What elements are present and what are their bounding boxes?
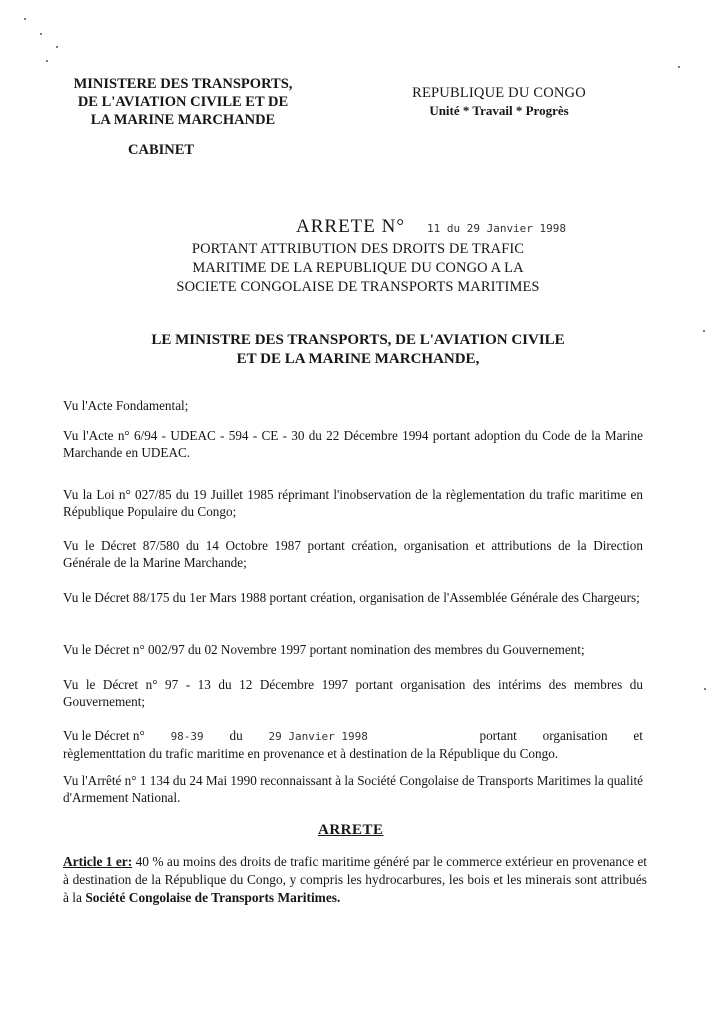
decree-portant: portant: [479, 728, 517, 743]
consideration-paragraph: Vu l'Acte n° 6/94 - UDEAC - 594 - CE - 30 du 22 Décembre 1994 portant adoption du Code de la Marine Marchande en UDEAC.: [63, 428, 643, 460]
section-heading: ARRETE: [318, 822, 384, 838]
arrete-title-line: [296, 216, 566, 238]
scan-speck: [56, 46, 58, 48]
decree-first-line: [63, 727, 643, 745]
ministry-line: DE L'AVIATION CIVILE ET DE: [77, 94, 289, 110]
consideration-paragraph: Vu le Décret n° 002/97 du 02 Novembre 1997 portant nomination des membres du Gouvernement;: [63, 642, 585, 657]
decree-continuation: règlementtation du trafic maritime en provenance et à destination de la République du Congo.: [63, 746, 559, 761]
scan-speck: [704, 688, 706, 690]
consideration-paragraph: Vu l'Acte Fondamental;: [63, 398, 189, 413]
subject-line: PORTANT ATTRIBUTION DES DROITS DE TRAFIC: [191, 241, 525, 257]
decree-organisation: organisation: [542, 728, 608, 743]
republic-name: REPUBLIQUE DU CONGO: [412, 85, 586, 101]
scan-speck: [703, 330, 705, 332]
consideration-paragraph: Vu la Loi n° 027/85 du 19 Juillet 1985 réprimant l'inobservation de la règlementation du trafic maritime en République Populaire du Congo;: [63, 487, 643, 519]
ministry-header: [58, 75, 308, 129]
decree-98-39-paragraph: [63, 727, 643, 762]
article-label: Article 1 er:: [63, 854, 133, 869]
scan-speck: [40, 33, 42, 35]
decree-typed-date: 29 Janvier 1998: [268, 730, 368, 743]
arrete-1134-paragraph: Vu l'Arrêté n° 1 134 du 24 Mai 1990 reconnaissant à la Société Congolaise de Transports Maritimes la qualité d'Armement National.: [63, 773, 643, 805]
article-company: Société Congolaise de Transports Maritimes.: [85, 890, 341, 905]
national-motto: Unité * Travail * Progrès: [429, 103, 569, 118]
subject-line: SOCIETE CONGOLAISE DE TRANSPORTS MARITIMES: [176, 279, 540, 295]
decree-du: du: [229, 728, 243, 743]
article-1: [63, 853, 647, 907]
consideration-paragraph: Vu le Décret n° 97 - 13 du 12 Décembre 1997 portant organisation des intérims des membres du Gouvernement;: [63, 677, 643, 709]
scan-speck: [24, 18, 26, 20]
decree-et: et: [633, 728, 643, 743]
cabinet-label: CABINET: [128, 142, 195, 158]
republic-header: [404, 84, 594, 120]
article-text: 40 % au moins des droits de trafic maritime généré par le commerce extérieur en provenance et à destination de la République du Congo, y compris les hydrocarbures, les bois et les minerais sont attribués à la: [63, 854, 648, 905]
ministry-line: LA MARINE MARCHANDE: [90, 112, 276, 128]
arrete-title: ARRETE N°: [296, 216, 405, 237]
ministry-line: MINISTERE DES TRANSPORTS,: [73, 76, 293, 92]
subject-line: MARITIME DE LA REPUBLIQUE DU CONGO A LA: [192, 260, 524, 276]
minister-line: ET DE LA MARINE MARCHANDE,: [236, 351, 480, 367]
minister-line: LE MINISTRE DES TRANSPORTS, DE L'AVIATION CIVILE: [151, 332, 565, 348]
scan-speck: [678, 66, 680, 68]
consideration-paragraph: Vu le Décret 88/175 du 1er Mars 1988 portant création, organisation de l'Assemblée Générale des Chargeurs;: [63, 590, 640, 605]
scan-speck: [46, 60, 48, 62]
decree-prefix: Vu le Décret n°: [63, 728, 145, 743]
minister-heading: [118, 331, 598, 369]
arrete-number-date: 11 du 29 Janvier 1998: [426, 222, 567, 235]
arrete-subject: [168, 240, 548, 297]
decree-typed-number: 98-39: [170, 730, 204, 743]
consideration-paragraph: Vu le Décret 87/580 du 14 Octobre 1987 portant création, organisation et attributions de la Direction Générale de la Marine Marchande;: [63, 538, 643, 570]
